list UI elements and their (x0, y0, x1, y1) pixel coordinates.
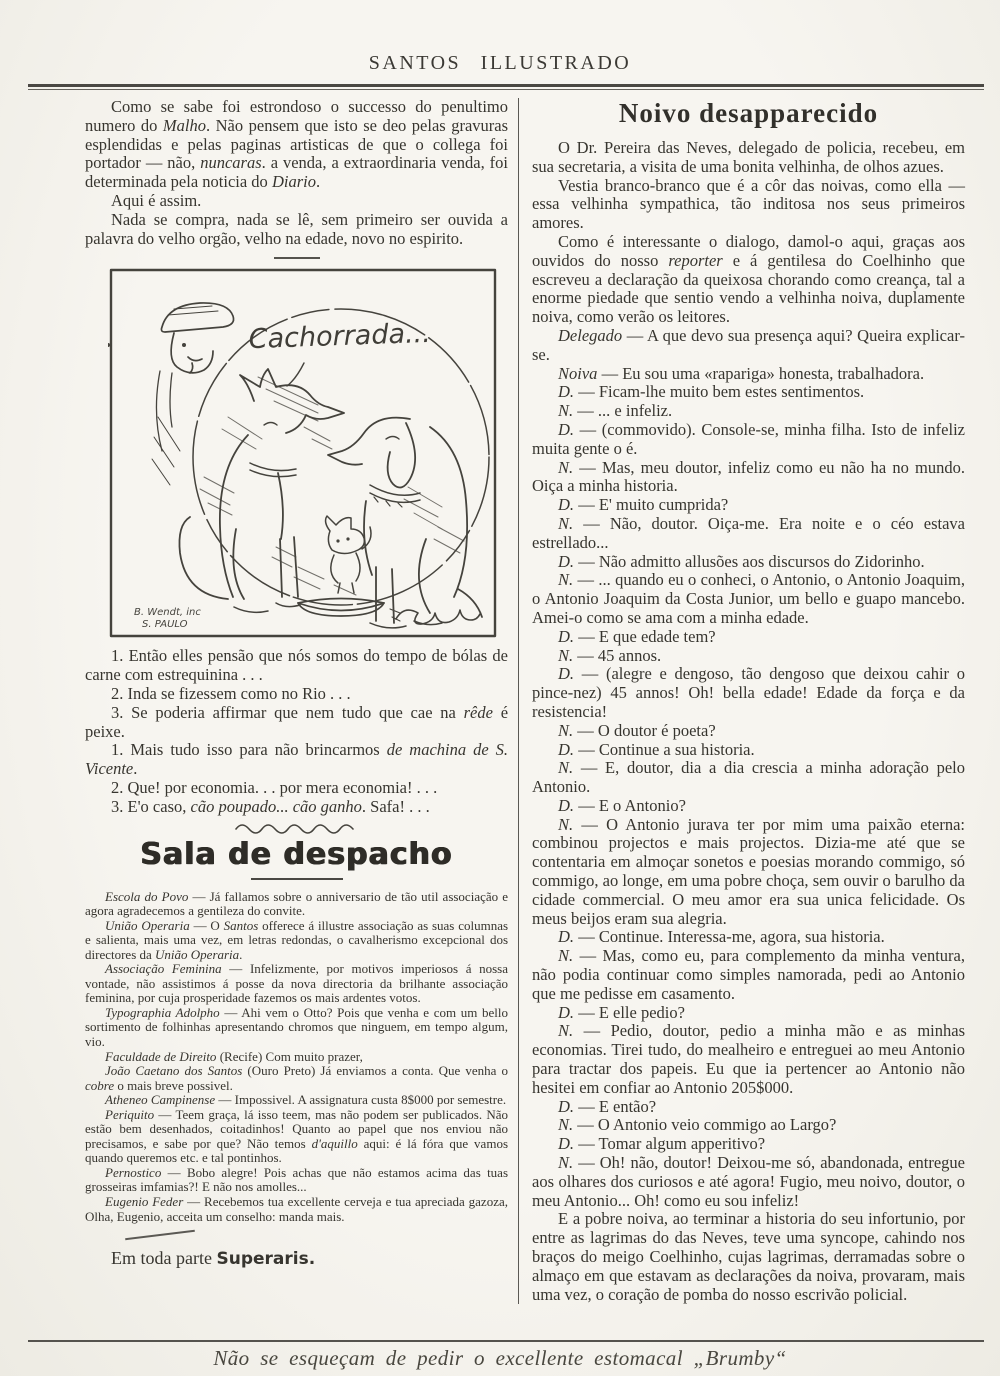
paragraph: N. — O Antonio veio commigo ao Largo? (558, 1115, 837, 1135)
paragraph: Nada se compra, nada se lê, sem primeiro ser ouvida a palavra do velho orgão, velho na edade, novo no espirito. (85, 209, 509, 248)
intro-article (85, 98, 508, 248)
paragraph: Typographia Adolpho — Ahi vem o Otto? Pois que venha e com um bello sortimento de folhinhas apresentando chromos que ninguem, em tempo algum, vio. (85, 1004, 509, 1050)
page-columns (85, 98, 965, 1304)
engraver-credit-text: B. Wendt, inc (134, 607, 201, 619)
paragraph: Escola do Povo — Já fallamos sobre o anniversario de tão util associação e agora agradecemos a gentileza do convite. (85, 888, 509, 919)
masthead-title: SANTOS ILLUSTRADO (368, 52, 632, 74)
cartoon-drawing (108, 267, 498, 639)
paragraph: Aqui é assim. (111, 190, 202, 210)
noivo-article (532, 139, 965, 1304)
paragraph: N. — Não, doutor. Oiça-me. Era noite e o céo estava estrellado... (532, 513, 965, 552)
column-divider (518, 98, 519, 1304)
paragraph: Faculdade de Direito (Recife) Com muito prazer, (105, 1048, 363, 1064)
paragraph: D. — E o Antonio? (558, 795, 686, 815)
footer-rule (28, 1340, 984, 1342)
paragraph: União Operaria — O Santos offerece á illustre associação as suas columnas e salienta, mais uma vez, em letras redondas, o cavalherismo excepcional dos directores da União Operaria. (85, 917, 509, 962)
paragraph: 3. Se poderia affirmar que nem tudo que cae na rêde é peixe. (85, 702, 509, 741)
paragraph: Eugenio Feder — Recebemos tua excellente cerveja e tua apreciada gazoza, Olha, Eugenio, acceita um conselho: manda mais. (85, 1194, 508, 1224)
paragraph: N. — Mas, meu doutor, infeliz como eu não ha no mundo. Oiça a minha historia. (532, 457, 965, 496)
paragraph: João Caetano dos Santos (Ouro Preto) Já enviamos a conta. Que venha o cobre o mais breve possivel. (85, 1063, 509, 1093)
paragraph: N. — O Antonio jurava ter por mim uma paixão eterna: combinou projectos e mais projectos. Dizia-me até que se contentaria em almoçar sonetos e poesias morando commigo, só commigo, ao longe, em uma pobre choça, sem ouvir o barulho da cidade commercial. O meu amor era sua unica felicidade. Os meus beijos eram sua alegria. (532, 814, 965, 928)
engraver-credit-city-text: S. PAULO (142, 619, 188, 631)
section-divider (274, 257, 320, 259)
paragraph: D. — E que edade tem? (558, 626, 716, 646)
paragraph: D. — (alegre e dengoso, tão dengoso que deixou cahir o pince-nez) 45 annos! Oh! bella edade! Edade da força e da resistencia! (532, 664, 965, 721)
paragraph: Vestia branco-branco que é a côr das noivas, como ella — essa velhinha sympathica, tão inditosa nos seus primeiros amores. (532, 175, 965, 233)
paragraph: Como é interessante o dialogo, damol-o aqui, graças aos ouvidos do nosso reporter e á gentilesa do Coelhinho que escreveu a declaração da queixosa chorando como creança, tal a enorme piedade que sentio vendo a velhinha noiva, duplamente noiva, como verão os leitores. (532, 231, 965, 327)
paragraph: D. — E então? (558, 1096, 657, 1116)
paragraph: D. — (commovido). Console-se, minha filha. Isto de infeliz muita gente o é. (532, 419, 965, 458)
wavy-divider (85, 821, 508, 835)
paragraph: E a pobre noiva, ao terminar a historia do seu infortunio, por entre as lagrimas do das Neves, teve uma syncope, cahindo nos braços do meigo Coelhinho, cujas lagrimas, derramadas sobre o almaço em que estavam as declarações da noiva, provaram, mais uma vez, o coração de pomba do nosso escrivão policial. (532, 1209, 965, 1304)
paragraph: N. — ... e infeliz. (558, 401, 673, 421)
paragraph: 3. E'o caso, cão poupado... cão ganho. Safa! . . . (111, 796, 430, 816)
correspondence-list (85, 890, 508, 1225)
paragraph: Noiva — Eu sou uma «rapariga» honesta, trabalhadora. (558, 363, 925, 383)
moon-circle (193, 309, 489, 605)
paragraph: 2. Inda se fizessem como no Rio . . . (111, 683, 351, 703)
paragraph: Associação Feminina — Infelizmente, por motivos imperiosos á nossa vontade, não assistimos á posse da nova directoria da brilhante associação feminina, por cuja prosperidade fazemos os mais ardentes votos. (85, 961, 509, 1006)
paragraph: N. — ... quando eu o conheci, o Antonio, o Antonio Joaquim, o Antonio Joaquim da Costa Junior, um bello e guapo mancebo. Amei-o como se ama com a minha edade. (532, 570, 965, 627)
paragraph: 1. Mais tudo isso para não brincarmos de machina de S. Vicente. (85, 740, 509, 779)
paragraph: Atheneo Campinense — Impossivel. A assignatura custa 8$000 por semestre. (105, 1092, 507, 1108)
paragraph: D. — Tomar algum apperitivo? (558, 1134, 766, 1154)
cartoon-figure (108, 267, 498, 639)
paragraph: D. — Não admitto allusões aos discursos do Zidorinho. (558, 551, 925, 571)
paragraph: N. — E, doutor, dia a dia crescia a minha adoração pelo Antonio. (532, 758, 965, 797)
paragraph: N. — Mas, como eu, para complemento da minha ventura, não podia continuar como simples namorada, pedi ao Antonio que me pedisse em casamento. (532, 946, 965, 1003)
paragraph: D. — Continue. Interessa-me, agora, sua historia. (558, 927, 885, 947)
numbered-notes (85, 647, 508, 816)
paragraph: N. — O doutor é poeta? (558, 720, 716, 740)
cartoon-caption: Cachorrada... (248, 318, 432, 356)
paragraph: D. — Continue a sua historia. (558, 739, 755, 759)
pen-flourish (125, 1230, 195, 1241)
advert-line: Em toda parte Superaris. (111, 1248, 316, 1270)
paragraph: D. — Ficam-lhe muito bem estes sentimentos. (558, 382, 865, 402)
paragraph: N. — Pedio, doutor, pedio a minha mão e as minhas economias. Tirei tudo, do mealheiro e entreguei ao meu Antonio para tractar dos papeis. Eu que ia pertencer ao Antonio não hesitei em confiar ao Antonio 205$000. (532, 1021, 965, 1097)
paragraph: D. — E elle pedio? (558, 1002, 685, 1022)
paragraph: 1. Então elles pensão que nós somos do tempo de bólas de carne com estrequinina . . . (85, 646, 509, 685)
section-title-sala-de-despacho: Sala de despacho (140, 836, 453, 872)
paragraph: N. — Oh! não, doutor! Deixou-me só, abandonada, entregue aos olhares dos curiosos e até agora! Fugio, meu noivo, doutor, o meu Antonio... Oh! como eu sou infeliz! (532, 1153, 965, 1210)
paragraph: N. — 45 annos. (558, 645, 662, 665)
right-column (532, 98, 965, 1304)
paragraph: Como se sabe foi estrondoso o successo do penultimo numero do Malho. Não pensem que isto se deo pelas gravuras esplendidas e pelas paginas artisticas de que o collega foi portador — não, nuncaras. a venda, a extraordinaria venda, foi determinada pela noticia do Diario. (85, 97, 509, 192)
footer-slogan: Não se esqueçam de pedir o excellente estomacal „Brumby“ (213, 1346, 787, 1370)
paragraph: O Dr. Pereira das Neves, delegado de policia, recebeu, em sua secretaria, a visita de uma bonita velhinha, de olhos azues. (532, 138, 965, 176)
paragraph: Pernostico — Bobo alegre! Pois achas que não estamos acima das tuas grosseiras imfamias?! E não nos amolles... (85, 1164, 509, 1195)
header-double-rule (28, 84, 984, 90)
title-underline-rule (251, 878, 343, 880)
paragraph: Delegado — A que devo sua presença aqui? Queira explicar-se. (532, 325, 965, 364)
paragraph: Periquito — Teem graça, lá isso teem, mas não podem ser publicados. Não estão bem desenhados, coitadinhos! Quanto ao papel que nos enviou não precisamos, e sabe por que? Não temos d'aquillo aqui: é lá fóra que vamos quando queremos etc. e tal pontinhos. (85, 1106, 509, 1166)
caption-flourish (287, 363, 304, 386)
paragraph: 2. Que! por economia. . . por mera economia! . . . (111, 777, 438, 797)
section-title-noivo-desapparecido: Noivo desapparecido (618, 98, 879, 128)
paragraph: D. — E' muito cumprida? (558, 495, 729, 515)
officer-figure (108, 303, 234, 485)
artist-signature (396, 610, 480, 624)
left-column (85, 98, 508, 1304)
